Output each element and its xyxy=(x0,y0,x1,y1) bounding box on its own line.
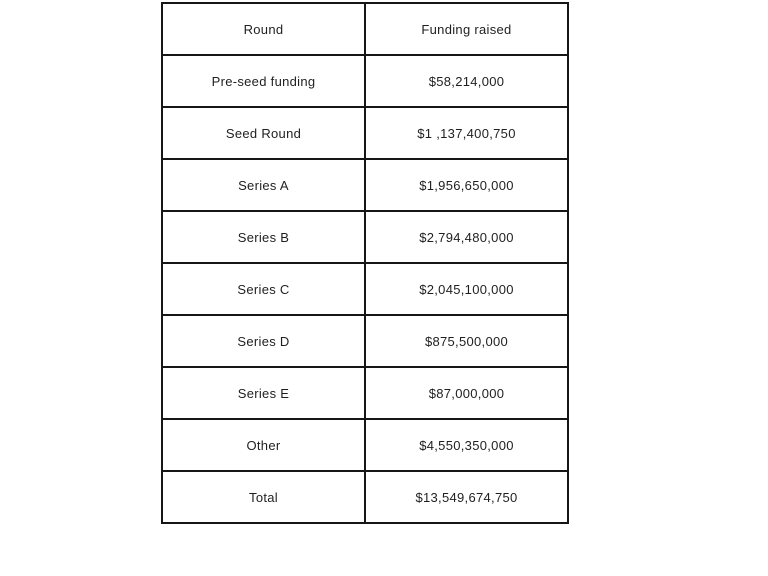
funding-cell: $1 ,137,400,750 xyxy=(365,107,568,159)
round-cell: Series B xyxy=(162,211,365,263)
table-row xyxy=(162,367,568,419)
table-row xyxy=(162,263,568,315)
funding-cell: $875,500,000 xyxy=(365,315,568,367)
header-row xyxy=(162,3,568,55)
round-cell: Pre-seed funding xyxy=(162,55,365,107)
funding-table xyxy=(161,2,569,524)
funding-cell: $87,000,000 xyxy=(365,367,568,419)
table-row total-row xyxy=(162,471,568,523)
funding-cell: $1,956,650,000 xyxy=(365,159,568,211)
table-row xyxy=(162,159,568,211)
round-cell-total: Total xyxy=(162,471,365,523)
funding-cell: $58,214,000 xyxy=(365,55,568,107)
header-cell-round: Round xyxy=(162,3,365,55)
table-row xyxy=(162,107,568,159)
round-cell: Series D xyxy=(162,315,365,367)
round-cell: Series E xyxy=(162,367,365,419)
funding-cell: $2,794,480,000 xyxy=(365,211,568,263)
header-cell-funding-raised: Funding raised xyxy=(365,3,568,55)
round-cell: Series C xyxy=(162,263,365,315)
table-row xyxy=(162,55,568,107)
table-row xyxy=(162,419,568,471)
funding-cell: $4,550,350,000 xyxy=(365,419,568,471)
round-cell: Seed Round xyxy=(162,107,365,159)
table-row xyxy=(162,315,568,367)
funding-cell: $2,045,100,000 xyxy=(365,263,568,315)
table-row xyxy=(162,211,568,263)
funding-table-container xyxy=(161,2,569,524)
round-cell: Other xyxy=(162,419,365,471)
round-cell: Series A xyxy=(162,159,365,211)
funding-cell-total: $13,549,674,750 xyxy=(365,471,568,523)
